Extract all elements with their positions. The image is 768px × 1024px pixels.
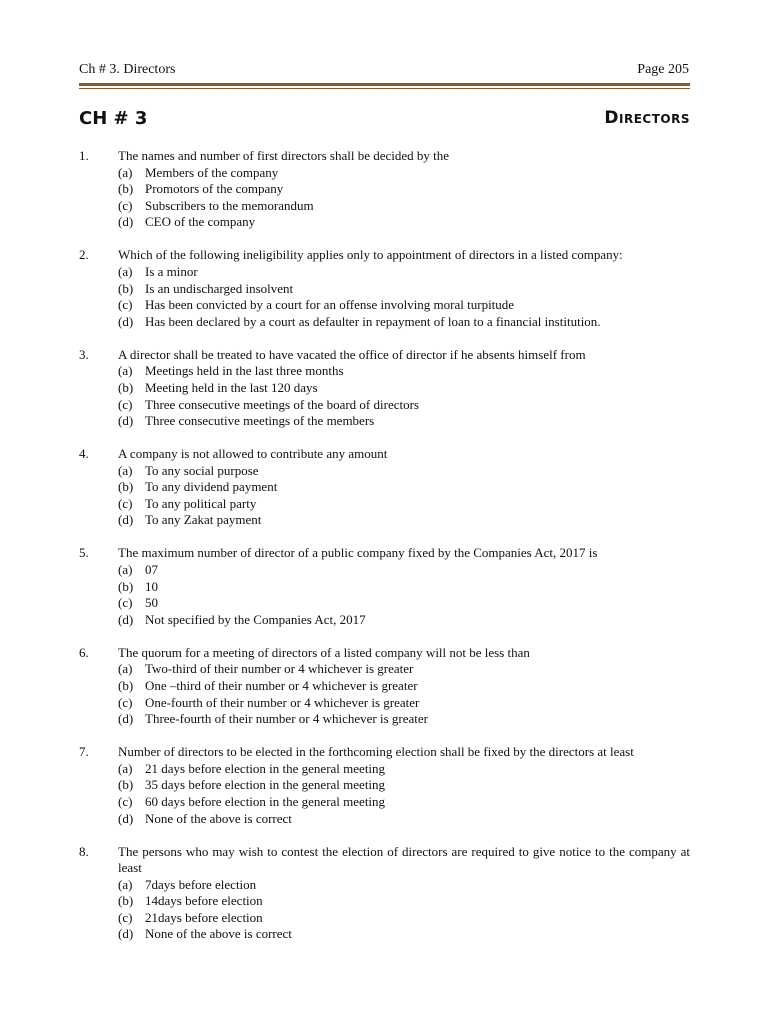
answer-option [118, 777, 690, 794]
answer-option [118, 380, 690, 397]
option-text: Three-fourth of their number or 4 whichever is greater [145, 711, 428, 727]
answer-option [118, 678, 690, 695]
option-label: (a) [118, 164, 133, 180]
option-label: (b) [118, 578, 134, 594]
answer-option [118, 612, 690, 629]
option-label: (d) [118, 313, 134, 329]
question-number: 2. [79, 247, 89, 263]
option-label: (b) [118, 777, 134, 793]
option-text: 60 days before election in the general meeting [145, 793, 386, 809]
question-item [79, 148, 690, 231]
running-head-chapter: Ch # 3. Directors [79, 62, 176, 77]
option-text: To any dividend payment [145, 479, 278, 495]
option-label: (c) [118, 197, 133, 213]
answer-option [118, 877, 690, 894]
option-text: One-fourth of their number or 4 whichever is greater [145, 694, 420, 710]
option-text: 7days before election [145, 876, 257, 892]
option-text: None of the above is correct [145, 810, 292, 826]
chapter-title: Directors [604, 108, 690, 128]
answer-option [118, 926, 690, 943]
question-number: 3. [79, 346, 89, 362]
answer-option [118, 695, 690, 712]
answer-option [118, 661, 690, 678]
answer-option [118, 794, 690, 811]
answer-option [118, 579, 690, 596]
option-label: (a) [118, 263, 133, 279]
option-text: Has been convicted by a court for an offense involving moral turpitude [145, 297, 515, 313]
question-stem: A director shall be treated to have vacated the office of director if he absents himself from [118, 346, 586, 362]
option-text: Not specified by the Companies Act, 2017 [145, 611, 366, 627]
option-label: (a) [118, 661, 133, 677]
option-text: 50 [145, 595, 158, 611]
question-item [79, 844, 690, 944]
option-label: (b) [118, 181, 134, 197]
option-text: Promotors of the company [145, 181, 284, 197]
option-label: (a) [118, 363, 133, 379]
chapter-number: CH # 3 [79, 108, 148, 129]
header-rule-thin [79, 88, 690, 89]
answer-option [118, 893, 690, 910]
question-number: 5. [79, 545, 89, 561]
option-label: (c) [118, 595, 133, 611]
question-number: 4. [79, 446, 89, 462]
question-number: 6. [79, 644, 89, 660]
option-text: To any social purpose [145, 462, 259, 478]
option-label: (b) [118, 677, 134, 693]
answer-option [118, 314, 690, 331]
option-text: 14days before election [145, 893, 263, 909]
question-number: 1. [79, 148, 89, 163]
option-text: 21 days before election in the general meeting [145, 760, 386, 776]
question-item [79, 247, 690, 330]
question-stem: The maximum number of director of a public company fixed by the Companies Act, 2017 is [118, 545, 598, 561]
option-label: (d) [118, 512, 134, 528]
chapter-title-row [79, 108, 690, 134]
option-label: (b) [118, 280, 134, 296]
question-item [79, 545, 690, 628]
answer-option [118, 562, 690, 579]
option-text: To any political party [145, 495, 257, 511]
option-text: CEO of the company [145, 214, 256, 230]
answer-option [118, 363, 690, 380]
answer-option [118, 281, 690, 298]
option-label: (d) [118, 810, 134, 826]
answer-option [118, 165, 690, 182]
question-stem: Which of the following ineligibility applies only to appointment of directors in a listed company: [118, 247, 623, 263]
option-label: (a) [118, 462, 133, 478]
answer-option [118, 479, 690, 496]
option-label: (c) [118, 495, 133, 511]
option-label: (c) [118, 909, 133, 925]
option-label: (c) [118, 396, 133, 412]
option-text: 10 [145, 578, 158, 594]
option-label: (d) [118, 413, 134, 429]
option-text: 21days before election [145, 909, 263, 925]
option-label: (d) [118, 711, 134, 727]
option-label: (c) [118, 297, 133, 313]
option-text: Meetings held in the last three months [145, 363, 344, 379]
page-number: Page 205 [637, 62, 689, 77]
question-stem: Number of directors to be elected in the forthcoming election shall be fixed by the directors at least [118, 744, 634, 760]
option-label: (c) [118, 694, 133, 710]
option-label: (a) [118, 760, 133, 776]
answer-option [118, 297, 690, 314]
option-label: (a) [118, 876, 133, 892]
question-item [79, 347, 690, 430]
header-rule-thick [79, 83, 690, 86]
question-item [79, 744, 690, 827]
option-label: (b) [118, 893, 134, 909]
question-number: 7. [79, 744, 89, 760]
answer-option [118, 397, 690, 414]
option-label: (a) [118, 562, 133, 578]
option-text: Two-third of their number or 4 whichever is greater [145, 661, 414, 677]
question-item [79, 645, 690, 728]
answer-option [118, 181, 690, 198]
option-text: Members of the company [145, 164, 279, 180]
page-header [79, 62, 689, 82]
option-text: None of the above is correct [145, 926, 292, 942]
answer-option [118, 512, 690, 529]
option-text: Is a minor [145, 263, 198, 279]
option-text: Three consecutive meetings of the members [145, 413, 375, 429]
question-stem: The names and number of first directors shall be decided by the [118, 148, 450, 163]
option-label: (d) [118, 611, 134, 627]
option-label: (b) [118, 479, 134, 495]
option-text: Is an undischarged insolvent [145, 280, 294, 296]
answer-option [118, 413, 690, 430]
question-stem: The persons who may wish to contest the election of directors are required to give notice to the company at least [118, 843, 690, 876]
option-label: (d) [118, 926, 134, 942]
option-label: (c) [118, 793, 133, 809]
question-number: 8. [79, 843, 89, 859]
answer-option [118, 761, 690, 778]
answer-option [118, 214, 690, 231]
answer-option [118, 910, 690, 927]
answer-option [118, 595, 690, 612]
answer-option [118, 264, 690, 281]
option-label: (b) [118, 379, 134, 395]
answer-option [118, 811, 690, 828]
question-stem: A company is not allowed to contribute any amount [118, 446, 388, 462]
question-list [79, 148, 690, 959]
option-text: To any Zakat payment [145, 512, 262, 528]
question-stem: The quorum for a meeting of directors of a listed company will not be less than [118, 644, 530, 660]
option-label: (d) [118, 214, 134, 230]
answer-option [118, 198, 690, 215]
option-text: One –third of their number or 4 whichever is greater [145, 677, 418, 693]
option-text: Has been declared by a court as defaulter in repayment of loan to a financial institution. [145, 313, 601, 329]
option-text: 07 [145, 562, 158, 578]
question-item [79, 446, 690, 529]
answer-option [118, 496, 690, 513]
option-text: Meeting held in the last 120 days [145, 379, 318, 395]
answer-option [118, 463, 690, 480]
option-text: 35 days before election in the general meeting [145, 777, 386, 793]
option-text: Three consecutive meetings of the board of directors [145, 396, 419, 412]
answer-option [118, 711, 690, 728]
option-text: Subscribers to the memorandum [145, 197, 314, 213]
